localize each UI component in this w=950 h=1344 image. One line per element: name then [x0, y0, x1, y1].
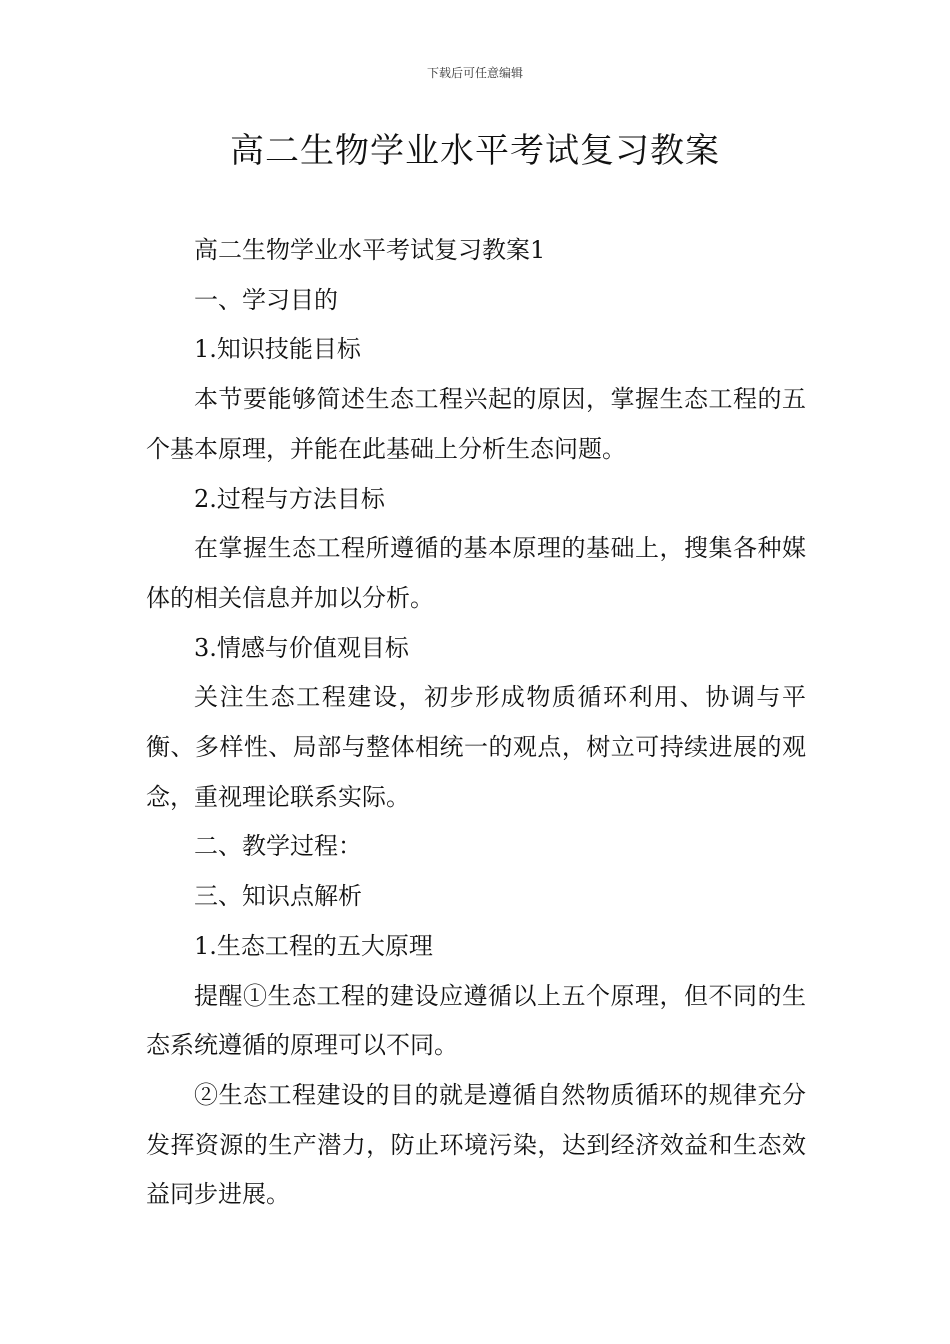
paragraph-process-method: 在掌握生态工程所遵循的基本原理的基础上，搜集各种媒体的相关信息并加以分析。 — [146, 534, 806, 612]
subheading-five-principles: 1.生态工程的五大原理 — [194, 931, 433, 960]
subheading-knowledge-skills: 1.知识技能目标 — [194, 335, 361, 364]
section-heading-teaching-process: 二、教学过程： — [194, 832, 362, 861]
page-header-note: 下载后可任意编辑 — [426, 66, 523, 80]
section-heading-learning-goals: 一、学习目的 — [194, 285, 338, 314]
paragraph-reminder-1: 提醒①生态工程的建设应遵循以上五个原理，但不同的生态系统遵循的原理可以不同。 — [146, 981, 806, 1060]
document-body — [146, 226, 806, 1220]
section-heading-knowledge-analysis: 三、知识点解析 — [194, 882, 362, 911]
paragraph-reminder-2: ②生态工程建设的目的就是遵循自然物质循环的规律充分发挥资源的生产潜力，防止环境污染，达到经济效益和生态效益同步进展。 — [146, 1080, 806, 1209]
subheading-emotion-values: 3.情感与价值观目标 — [194, 633, 409, 662]
subtitle-paragraph: 高二生物学业水平考试复习教案1 — [194, 236, 546, 264]
paragraph-emotion-values: 关注生态工程建设，初步形成物质循环利用、协调与平衡、多样性、局部与整体相统一的观点，树立可持续进展的观念，重视理论联系实际。 — [146, 683, 806, 811]
paragraph-knowledge-skills: 本节要能够简述生态工程兴起的原因，掌握生态工程的五个基本原理，并能在此基础上分析生态问题。 — [146, 385, 806, 463]
subheading-process-method: 2.过程与方法目标 — [194, 484, 385, 513]
document-title: 高二生物学业水平考试复习教案 — [230, 131, 720, 171]
